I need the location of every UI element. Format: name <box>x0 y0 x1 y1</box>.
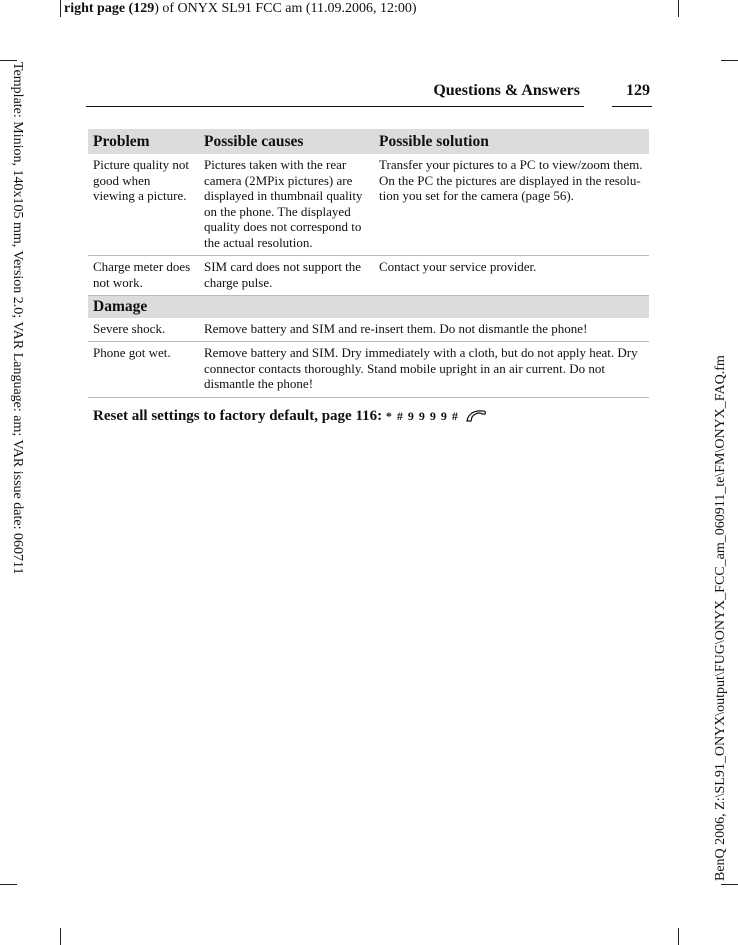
page-header <box>86 82 652 106</box>
problem-cell: Phone got wet. <box>88 342 199 398</box>
table-row <box>88 342 649 398</box>
print-info-line: right page (129) of ONYX SL91 FCC am (11.09.2006, 12:00) <box>64 1 417 16</box>
section-heading: Damage <box>88 296 649 318</box>
reset-text: Reset all settings to factory default, page 116: <box>93 408 383 424</box>
column-header: Possible causes <box>199 129 374 154</box>
crop-mark <box>678 0 679 17</box>
file-path-info: BenQ 2006, Z:\SL91_ONYX\output\FUG\ONYX_FCC_am_060911_te\FM\ONYX_FAQ.fm <box>713 355 728 881</box>
table-row <box>88 154 649 256</box>
page-title: Questions & Answers <box>433 82 580 99</box>
solution-cell: Contact your service provider. <box>374 256 649 296</box>
crop-mark <box>678 928 679 945</box>
crop-mark <box>0 60 17 61</box>
key-sequence: * # 9 9 9 9 # <box>385 409 459 423</box>
reset-instruction <box>93 408 487 428</box>
problem-cell: Charge meter does not work. <box>88 256 199 296</box>
problem-cell: Picture quality not good when viewing a picture. <box>88 154 199 256</box>
section-row <box>88 296 649 318</box>
crop-mark <box>721 884 738 885</box>
column-header: Problem <box>88 129 199 154</box>
cause-cell: Pictures taken with the rear camera (2MPix pictures) are displayed in thumbnail quality on the phone. The displayed quality does not correspond to the actual resolution. <box>199 154 374 256</box>
crop-mark <box>721 60 738 61</box>
crop-mark <box>60 0 61 17</box>
page-number: 129 <box>626 82 650 99</box>
table-header-row <box>88 129 649 154</box>
column-header: Possible solution <box>374 129 649 154</box>
crop-mark <box>0 884 17 885</box>
solution-cell: Transfer your pictures to a PC to view/zoom them. On the PC the pictures are displayed in the resolu-tion you set for the camera (page 56). <box>374 154 649 256</box>
header-rule <box>612 106 652 107</box>
call-key-icon <box>465 409 487 428</box>
cause-cell: SIM card does not support the charge pulse. <box>199 256 374 296</box>
solution-cell: Remove battery and SIM. Dry immediately with a cloth, but do not apply heat. Dry connector contacts thoroughly. Stand mobile upright in an air current. Do not dismantle the phone! <box>199 342 649 398</box>
faq-table <box>88 129 649 398</box>
solution-cell: Remove battery and SIM and re-insert them. Do not dismantle the phone! <box>199 318 649 342</box>
problem-cell: Severe shock. <box>88 318 199 342</box>
table-row <box>88 318 649 342</box>
crop-mark <box>60 928 61 945</box>
template-info: Template: Minion, 140x105 mm, Version 2.0; VAR Language: am; VAR issue date: 060711 <box>10 62 25 575</box>
header-rule <box>86 106 584 107</box>
table-row <box>88 256 649 296</box>
